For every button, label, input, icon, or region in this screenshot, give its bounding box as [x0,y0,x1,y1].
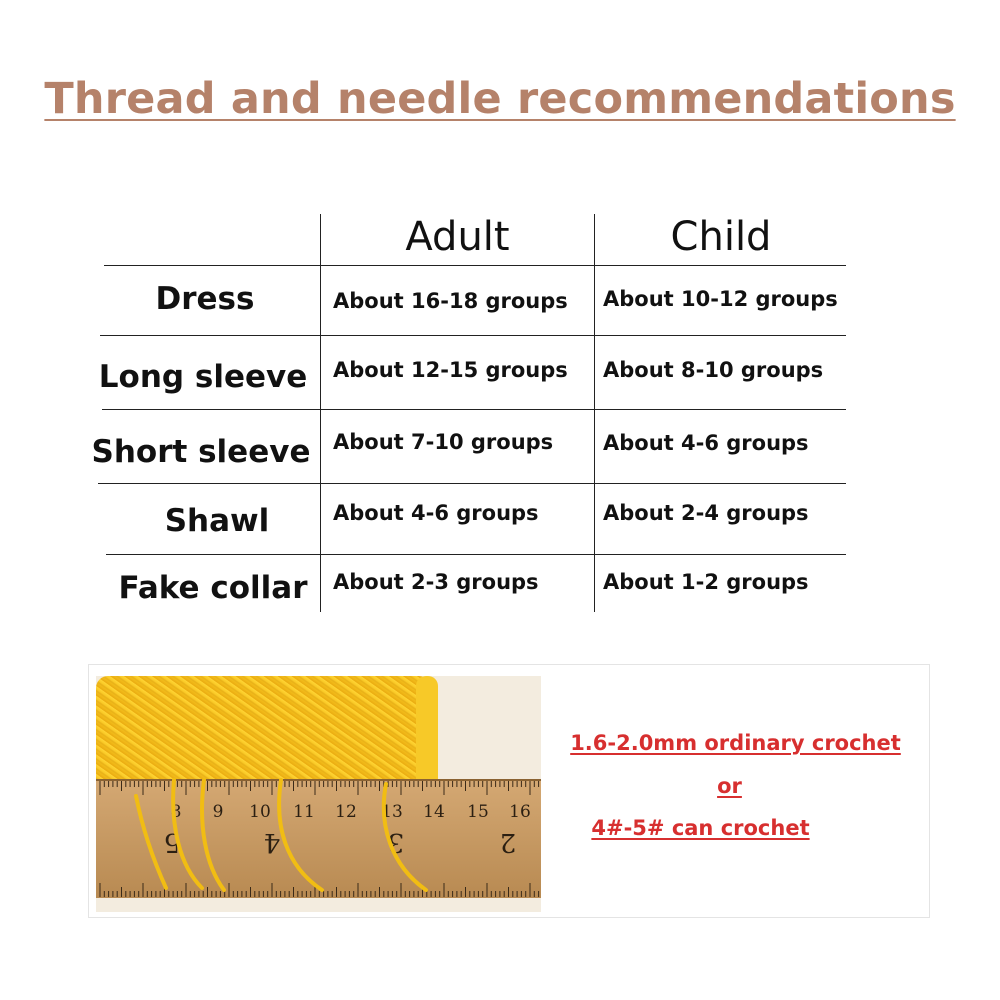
ruler-number: 10 [249,802,271,822]
ruler-number: 14 [423,802,445,822]
ruler-number: 13 [381,802,403,822]
crochet-size-line1: 1.6-2.0mm ordinary crochet [570,731,901,755]
page-title: Thread and needle recommendations [44,74,956,124]
row-label-short-sleeve: Short sleeve [91,434,311,470]
table-divider-h1 [104,265,846,266]
cell-shawl-adult: About 4-6 groups [333,501,539,525]
ruler-number: 4 [263,827,281,857]
cell-short-sleeve-adult: About 7-10 groups [333,430,554,454]
row-label-long-sleeve: Long sleeve [98,359,308,395]
ruler-number: 11 [293,802,315,822]
yarn-ruler-photo [96,676,541,912]
ruler-number: 3 [387,827,405,857]
row-label-fake-collar: Fake collar [118,570,308,606]
ruler-number: 8 [170,802,182,822]
table-divider-h3 [102,409,846,410]
cell-short-sleeve-child: About 4-6 groups [603,431,809,455]
cell-fake-collar-child: About 1-2 groups [603,570,809,594]
column-header-child: Child [670,214,772,260]
cell-dress-child: About 10-12 groups [603,287,838,311]
table-divider-h2 [100,335,846,336]
ruler-number: 15 [467,802,489,822]
ruler-number: 5 [163,827,181,857]
cell-shawl-child: About 2-4 groups [603,501,809,525]
row-label-dress: Dress [155,281,255,317]
table-divider-h4 [98,483,846,484]
row-label-shawl: Shawl [164,503,270,539]
ruler-number: 9 [212,802,224,822]
crochet-or-text: or [717,774,742,798]
table-divider-h5 [106,554,846,555]
cell-fake-collar-adult: About 2-3 groups [333,570,539,594]
ruler-number: 16 [509,802,531,822]
ruler-number: 12 [335,802,357,822]
cell-long-sleeve-adult: About 12-15 groups [333,358,568,382]
cell-long-sleeve-child: About 8-10 groups [603,358,824,382]
crochet-size-line3: 4#-5# can crochet [591,816,810,840]
column-header-adult: Adult [405,214,510,260]
table-divider-v2 [594,214,595,612]
ruler-number: 2 [499,827,517,857]
cell-dress-adult: About 16-18 groups [333,289,568,313]
table-divider-v1 [320,214,321,612]
